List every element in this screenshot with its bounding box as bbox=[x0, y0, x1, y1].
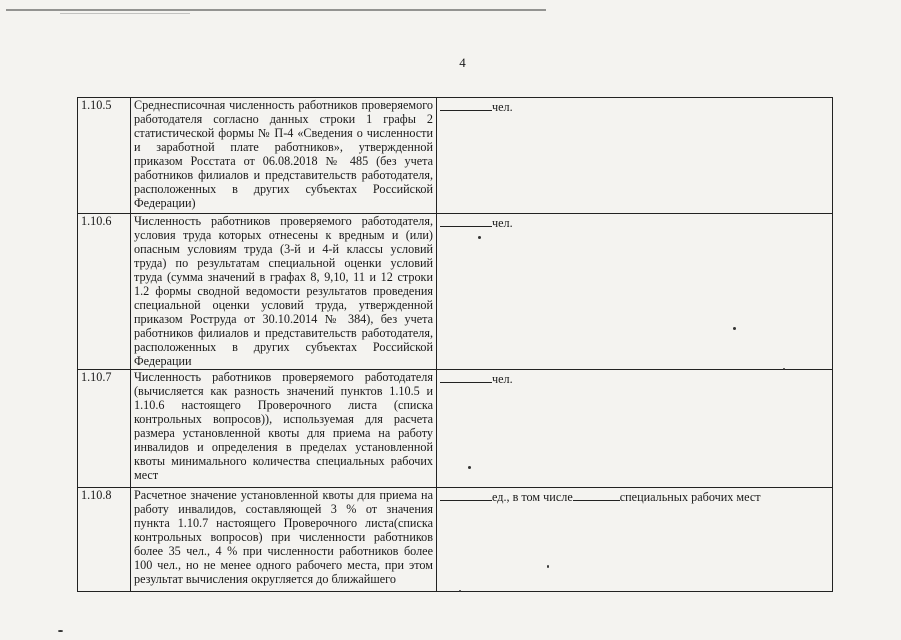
scan-speck bbox=[478, 236, 481, 239]
answer-unit: чел. bbox=[492, 100, 513, 114]
row-description: Расчетное значение установленной квоты для приема на работу инвалидов, составляющей 3 % от значения пункта 1.10.7 настоящего Проверочного листа(списка контрольных вопросов) при численности работников более 35 чел., 4 % при численности работников более 100 чел., но не менее одного рабочего места, при этом результат вычисления округляется до ближайшего bbox=[131, 488, 437, 592]
answer-blank[interactable] bbox=[573, 488, 620, 501]
scan-speck bbox=[783, 368, 785, 370]
answer-blank[interactable] bbox=[440, 488, 492, 501]
row-answer bbox=[437, 98, 833, 214]
table-row bbox=[78, 214, 833, 370]
row-number: 1.10.7 bbox=[78, 370, 131, 488]
scan-speck bbox=[547, 565, 549, 568]
answer-unit: чел. bbox=[492, 372, 513, 386]
scan-artifact-line bbox=[6, 9, 546, 11]
answer-blank[interactable] bbox=[440, 370, 492, 383]
row-number: 1.10.8 bbox=[78, 488, 131, 592]
answer-unit: ед., в том числе bbox=[492, 490, 573, 504]
scan-speck bbox=[459, 590, 461, 592]
table-row bbox=[78, 98, 833, 214]
scan-speck bbox=[468, 466, 471, 469]
row-description: Численность работников проверяемого работодателя, условия труда которых отнесены к вредным и (или) опасным условиям труда (3-й и 4-й классы условий труда) по результатам специальной оценки условий труда (сумма значений в графах 8, 9,10, 11 и 12 строки 1.2 формы сводной ведомости результатов проведения специальной оценки условий труда, утвержденной приказом Роструда от 30.10.2014 № 384), без учета работников филиалов и представительств работодателя, расположенных в других субъектах Российской Федерации bbox=[131, 214, 437, 370]
scan-speck bbox=[733, 327, 736, 330]
row-description: Численность работников проверяемого работодателя (вычисляется как разность значений пунктов 1.10.5 и 1.10.6 настоящего Проверочного листа (списка контрольных вопросов)), используемая для расчета размера установленной квоты для приема на работу инвалидов и определения в пределах установленной квоты минимального количества специальных рабочих мест bbox=[131, 370, 437, 488]
row-answer bbox=[437, 370, 833, 488]
row-number: 1.10.6 bbox=[78, 214, 131, 370]
scan-speck bbox=[58, 630, 63, 632]
table-row bbox=[78, 370, 833, 488]
row-answer bbox=[437, 488, 833, 592]
scan-artifact-line bbox=[60, 13, 190, 14]
answer-blank[interactable] bbox=[440, 214, 492, 227]
page-number: 4 bbox=[459, 55, 466, 70]
row-number: 1.10.5 bbox=[78, 98, 131, 214]
row-description: Среднесписочная численность работников проверяемого работодателя согласно данных строки 1 графы 2 статистической формы № П-4 «Сведения о численности и заработной плате работников», утвержденной приказом Росстата от 06.08.2018 № 485 (без учета работников филиалов и представительств работодателя, расположенных в других субъектах Российской Федерации) bbox=[131, 98, 437, 214]
answer-unit: чел. bbox=[492, 216, 513, 230]
answer-blank[interactable] bbox=[440, 98, 492, 111]
table-row bbox=[78, 488, 833, 592]
checklist-table bbox=[77, 97, 833, 592]
answer-unit: специальных рабочих мест bbox=[619, 490, 761, 504]
row-answer bbox=[437, 214, 833, 370]
